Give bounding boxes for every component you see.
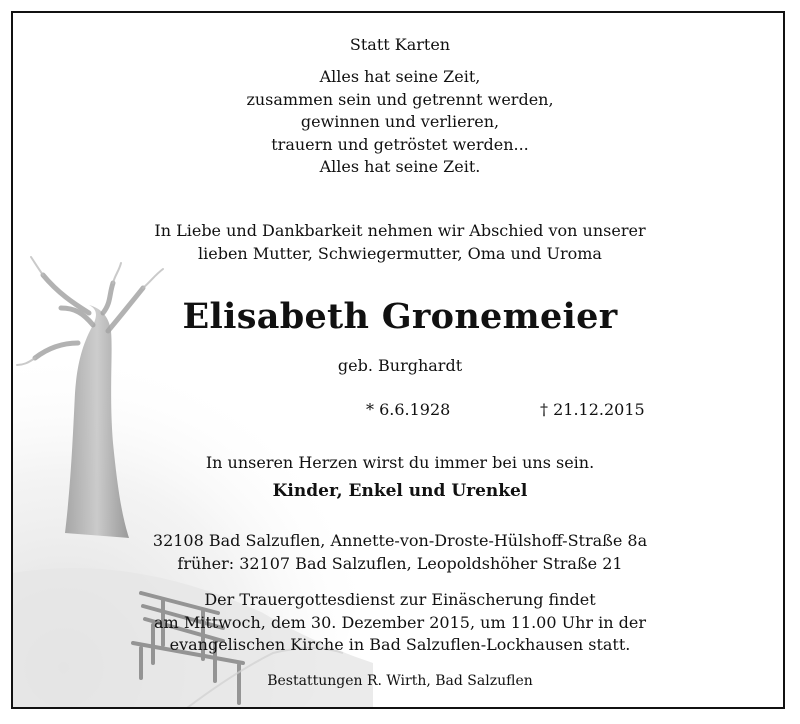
farewell-text — [13, 220, 785, 265]
intro-line: Statt Karten — [349, 35, 451, 54]
undertaker: Bestattungen R. Wirth, Bad Salzuflen — [267, 673, 533, 689]
family-signature: Kinder, Enkel und Urenkel — [272, 481, 528, 501]
address-block — [13, 530, 785, 575]
deceased-name: Elisabeth Gronemeier — [182, 296, 618, 337]
service-line: evangelischen Kirche in Bad Salzuflen-Lockhausen statt. — [169, 635, 631, 654]
service-info — [13, 589, 785, 657]
service-line: Der Trauergottesdienst zur Einäscherung findet — [204, 590, 596, 609]
poem-line: trauern und getröstet werden... — [271, 134, 529, 154]
poem-line: zusammen sein und getrennt werden, — [246, 89, 554, 109]
maiden-name: geb. Burghardt — [337, 356, 463, 375]
obituary-notice — [11, 11, 785, 709]
farewell-line: lieben Mutter, Schwiegermutter, Oma und Uroma — [198, 243, 602, 263]
address-line: 32108 Bad Salzuflen, Annette-von-Droste-Hülshoff-Straße 8a — [152, 531, 648, 550]
farewell-line: In Liebe und Dankbarkeit nehmen wir Abschied von unserer — [154, 221, 646, 240]
service-line: am Mittwoch, dem 30. Dezember 2015, um 11.00 Uhr in der — [154, 612, 646, 632]
address-line: früher: 32107 Bad Salzuflen, Leopoldshöher Straße 21 — [177, 553, 623, 573]
poem — [13, 66, 785, 179]
birth-date: * 6.6.1928 — [366, 400, 451, 419]
closing-quote: In unseren Herzen wirst du immer bei uns sein. — [205, 453, 595, 472]
death-date: † 21.12.2015 — [540, 400, 645, 419]
poem-line: Alles hat seine Zeit, — [319, 67, 481, 86]
poem-line: Alles hat seine Zeit. — [319, 157, 481, 176]
poem-line: gewinnen und verlieren, — [300, 112, 500, 131]
